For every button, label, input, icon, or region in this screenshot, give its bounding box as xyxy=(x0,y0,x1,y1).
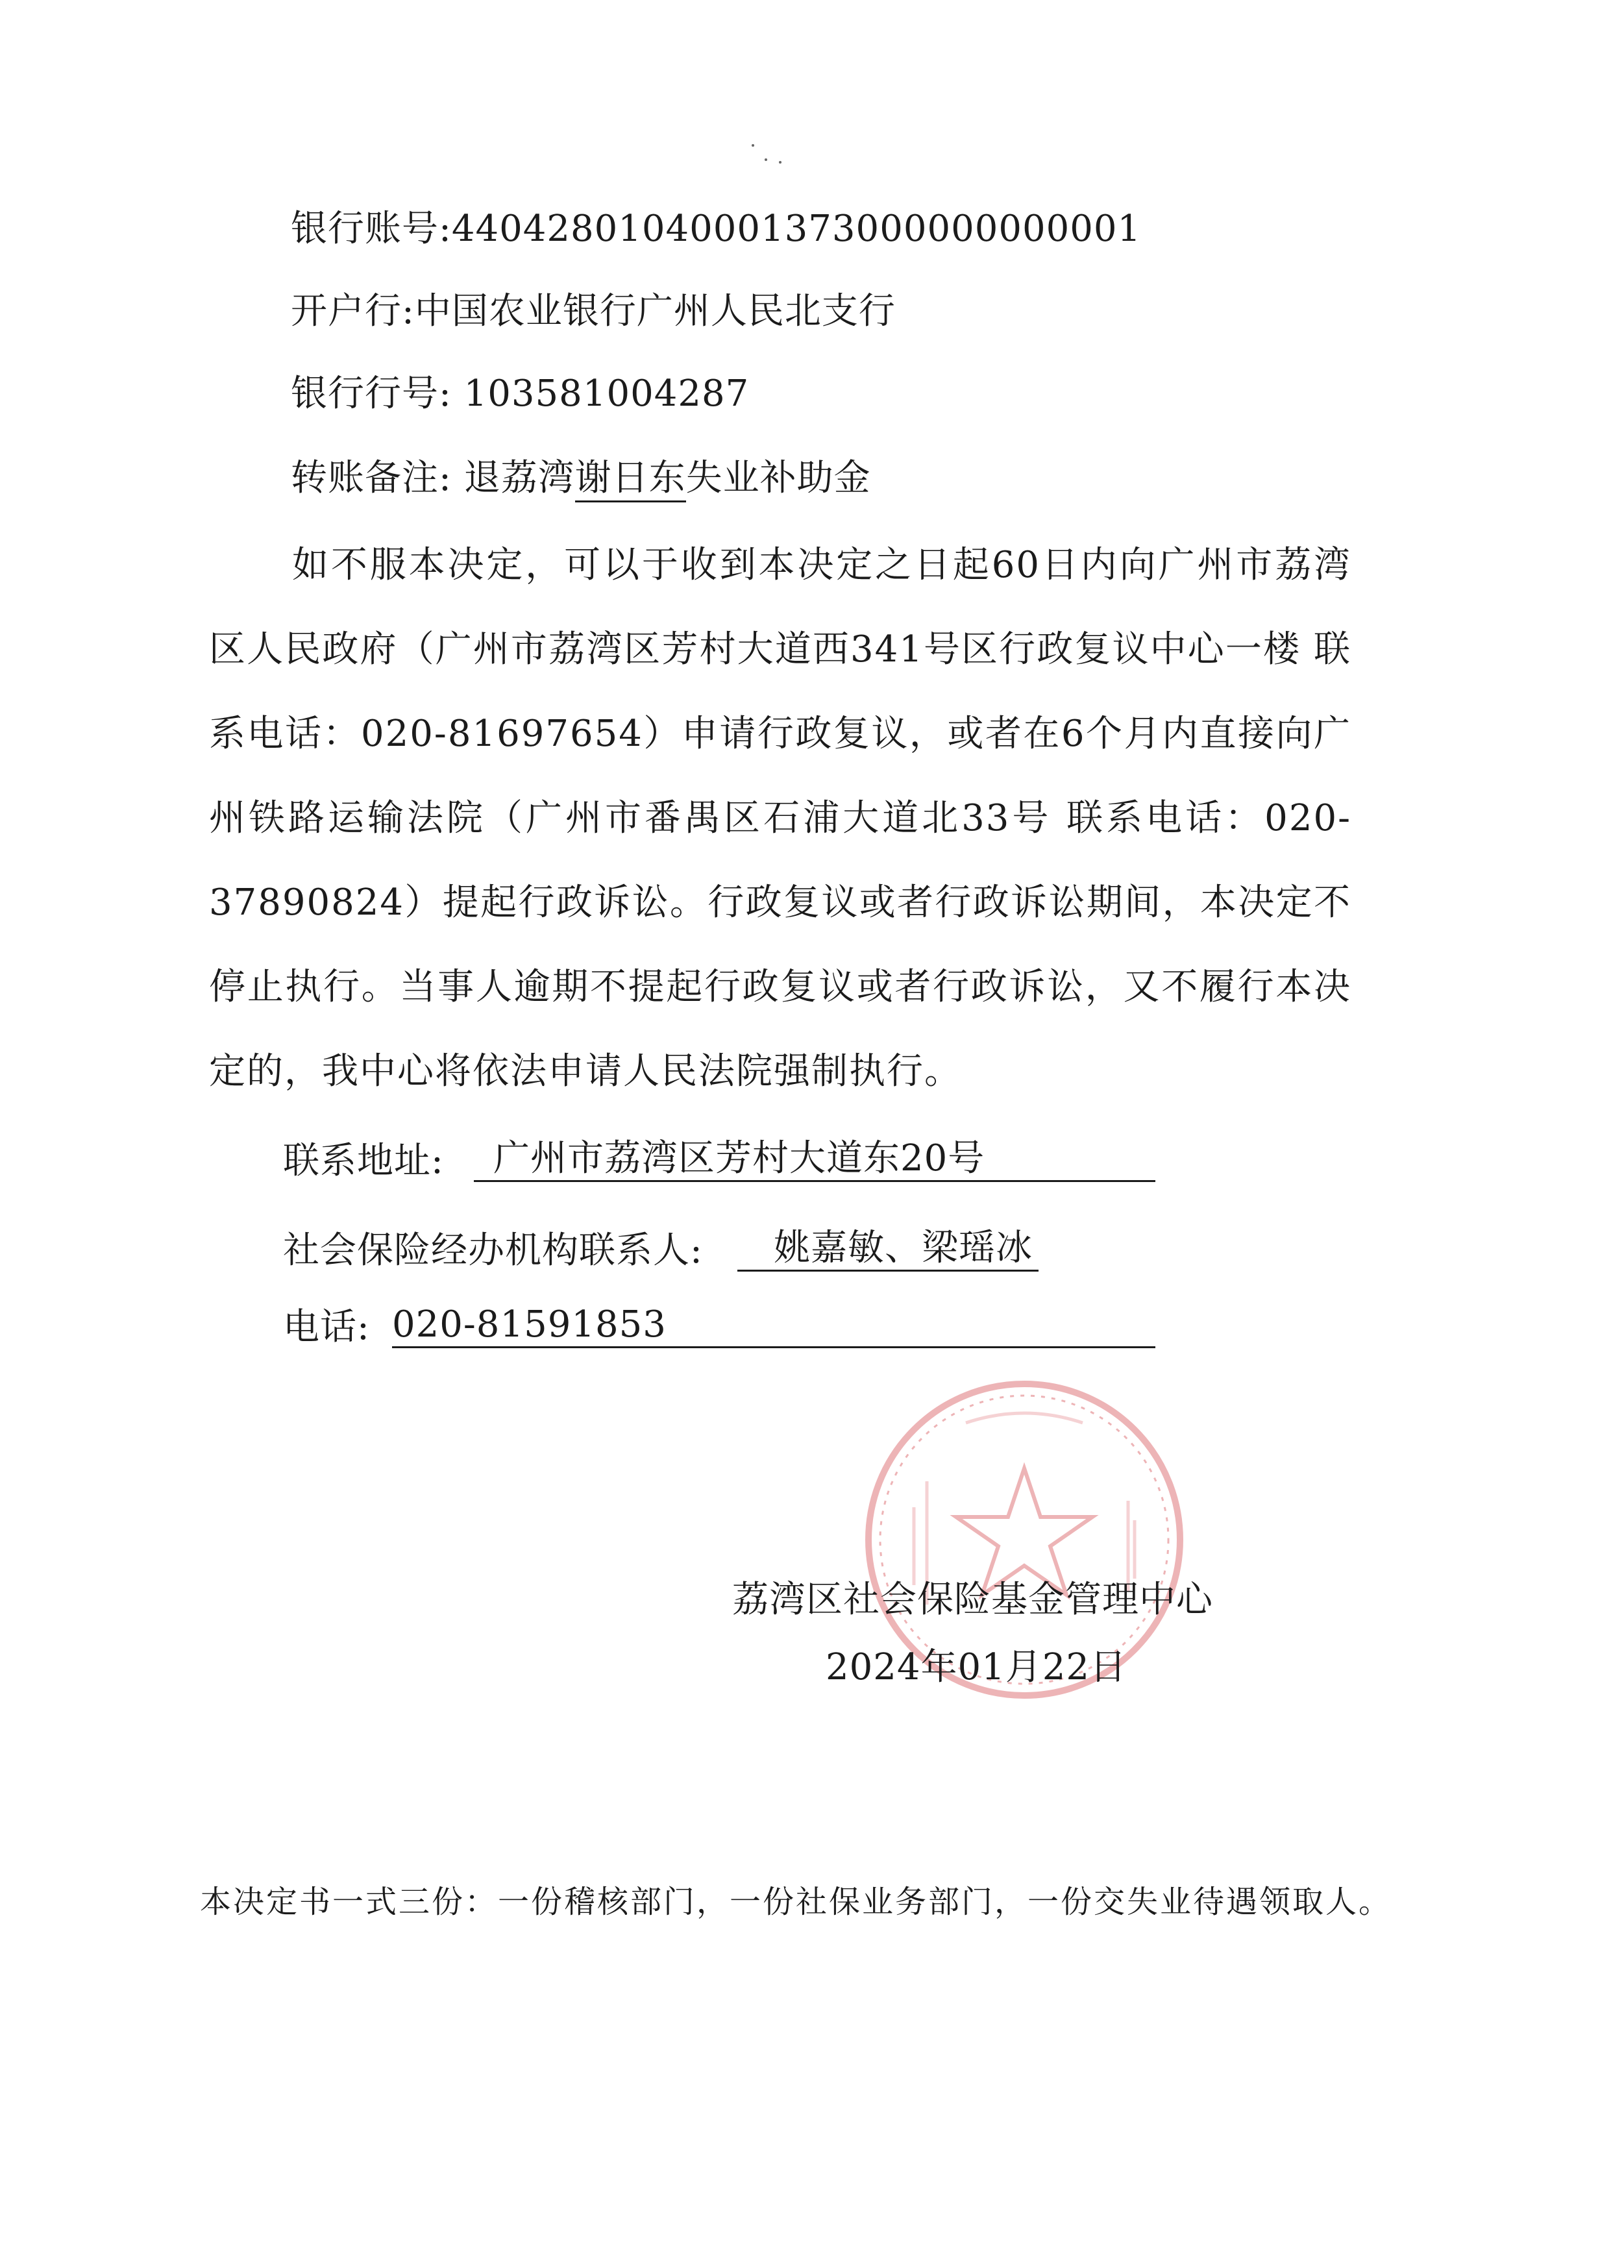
issue-date: 2024年01月22日 xyxy=(826,1646,1127,1688)
bank-name-line: 开户行:中国农业银行广州人民北支行 xyxy=(291,290,896,332)
footnote-copies-note: 本决定书一式三份：一份稽核部门，一份社保业务部门，一份交失业待遇领取人。 xyxy=(200,1884,1392,1920)
contact-person-value: 姚嘉敏、梁瑶冰 xyxy=(774,1227,1033,1269)
issuing-organization: 荔湾区社会保险基金管理中心 xyxy=(732,1579,1213,1621)
contact-phone-line xyxy=(283,1306,370,1349)
scan-speck xyxy=(779,161,781,164)
contact-person-rule xyxy=(737,1227,1039,1272)
contact-phone-label: 电话: xyxy=(283,1306,370,1348)
contact-address-label: 联系地址: xyxy=(283,1140,444,1182)
contact-person-line xyxy=(283,1229,703,1272)
scan-speck xyxy=(765,158,767,161)
contact-person-label: 社会保险经办机构联系人: xyxy=(283,1229,703,1272)
contact-address-rule xyxy=(474,1137,1155,1182)
transfer-remark-name: 谢日东 xyxy=(575,457,686,502)
appeal-paragraph: 如不服本决定，可以于收到本决定之日起60日内向广州市荔湾区人民政府（广州市荔湾区芳村大道西341号区行政复议中心一楼 联系电话：020-81697654）申请行政复议，或者在6个月内直接向广州铁路运输法院（广州市番禺区石浦大道北33号 联系电话：020-37890824）提起行政诉讼。行政复议或者行政诉讼期间，本决定不停止执行。当事人逾期不提起行政复议或者行政诉讼，又不履行本决定的，我中心将依法申请人民法院强制执行。 xyxy=(209,544,1351,1092)
scan-speck xyxy=(752,144,754,147)
contact-phone-value: 020-81591853 xyxy=(392,1303,667,1346)
bank-account-line: 银行账号:44042801040001373000000000001 xyxy=(291,208,1142,250)
contact-address-value: 广州市荔湾区芳村大道东20号 xyxy=(493,1137,985,1179)
transfer-remark-suffix: 失业补助金 xyxy=(685,457,871,499)
transfer-remark-prefix: 转账备注: 退荔湾 xyxy=(291,457,575,499)
transfer-remark-line xyxy=(291,457,871,500)
contact-phone-rule xyxy=(392,1303,1155,1348)
bank-code-line: 银行行号: 103581004287 xyxy=(291,373,750,415)
contact-address-line xyxy=(283,1140,444,1183)
